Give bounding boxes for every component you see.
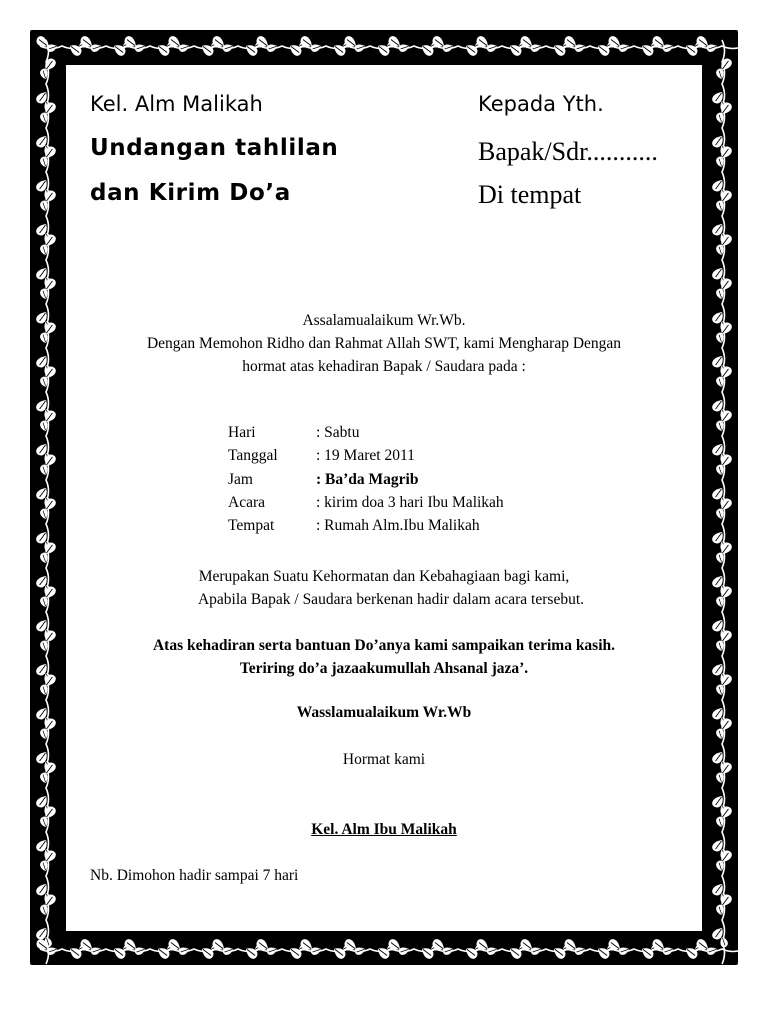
detail-row bbox=[228, 447, 504, 470]
greeting: Assalamualaikum Wr.Wb. bbox=[302, 312, 466, 329]
signature: Kel. Alm Ibu Malikah bbox=[311, 821, 457, 838]
family-name: Kel. Alm Malikah bbox=[90, 92, 263, 116]
honor-paragraph bbox=[64, 565, 704, 611]
invitation-title-line2: dan Kirim Do’a bbox=[90, 180, 291, 206]
footnote: Nb. Dimohon hadir sampai 7 hari bbox=[90, 867, 299, 884]
detail-value: : 19 Maret 2011 bbox=[316, 447, 415, 465]
event-details-table bbox=[228, 424, 504, 540]
invitation-title-line1: Undangan tahlilan bbox=[90, 135, 339, 161]
detail-value: : kirim doa 3 hari Ibu Malikah bbox=[316, 493, 504, 511]
detail-value: : Ba’da Magrib bbox=[316, 470, 419, 488]
thanks-line-1: Atas kehadiran serta bantuan Do’anya kami sampaikan terima kasih. bbox=[152, 637, 616, 654]
detail-row bbox=[228, 471, 504, 494]
closing-regards: Hormat kami bbox=[342, 751, 426, 768]
thanks-line-2: Teriring do’a jazaakumullah Ahsanal jaza’. bbox=[239, 660, 529, 677]
closing-salam: Wasslamualaikum Wr.Wb bbox=[296, 704, 472, 721]
detail-row bbox=[228, 424, 504, 447]
detail-value: : Sabtu bbox=[316, 424, 360, 441]
intro-line-2: hormat atas kehadiran Bapak / Saudara pada : bbox=[242, 358, 526, 375]
detail-row bbox=[228, 517, 504, 540]
to-label: Kepada Yth. bbox=[478, 92, 604, 116]
honor-line-1: Merupakan Suatu Kehormatan dan Kebahagiaan bagi kami, bbox=[198, 568, 570, 585]
detail-value: : Rumah Alm.Ibu Malikah bbox=[316, 517, 480, 535]
recipient-line: Bapak/Sdr........... bbox=[478, 137, 658, 166]
detail-label: Jam bbox=[228, 470, 253, 488]
detail-label: Acara bbox=[228, 493, 265, 511]
detail-label: Tempat bbox=[228, 517, 275, 535]
intro-line-1: Dengan Memohon Ridho dan Rahmat Allah SWT, kami Mengharap Dengan bbox=[146, 335, 622, 352]
detail-label: Tanggal bbox=[228, 447, 278, 465]
place-line: Di tempat bbox=[478, 180, 582, 209]
detail-row bbox=[228, 494, 504, 517]
intro-paragraph bbox=[64, 309, 704, 378]
thanks-paragraph bbox=[64, 634, 704, 680]
honor-line-2: Apabila Bapak / Saudara berkenan hadir dalam acara tersebut. bbox=[197, 591, 585, 608]
detail-label: Hari bbox=[228, 424, 256, 441]
